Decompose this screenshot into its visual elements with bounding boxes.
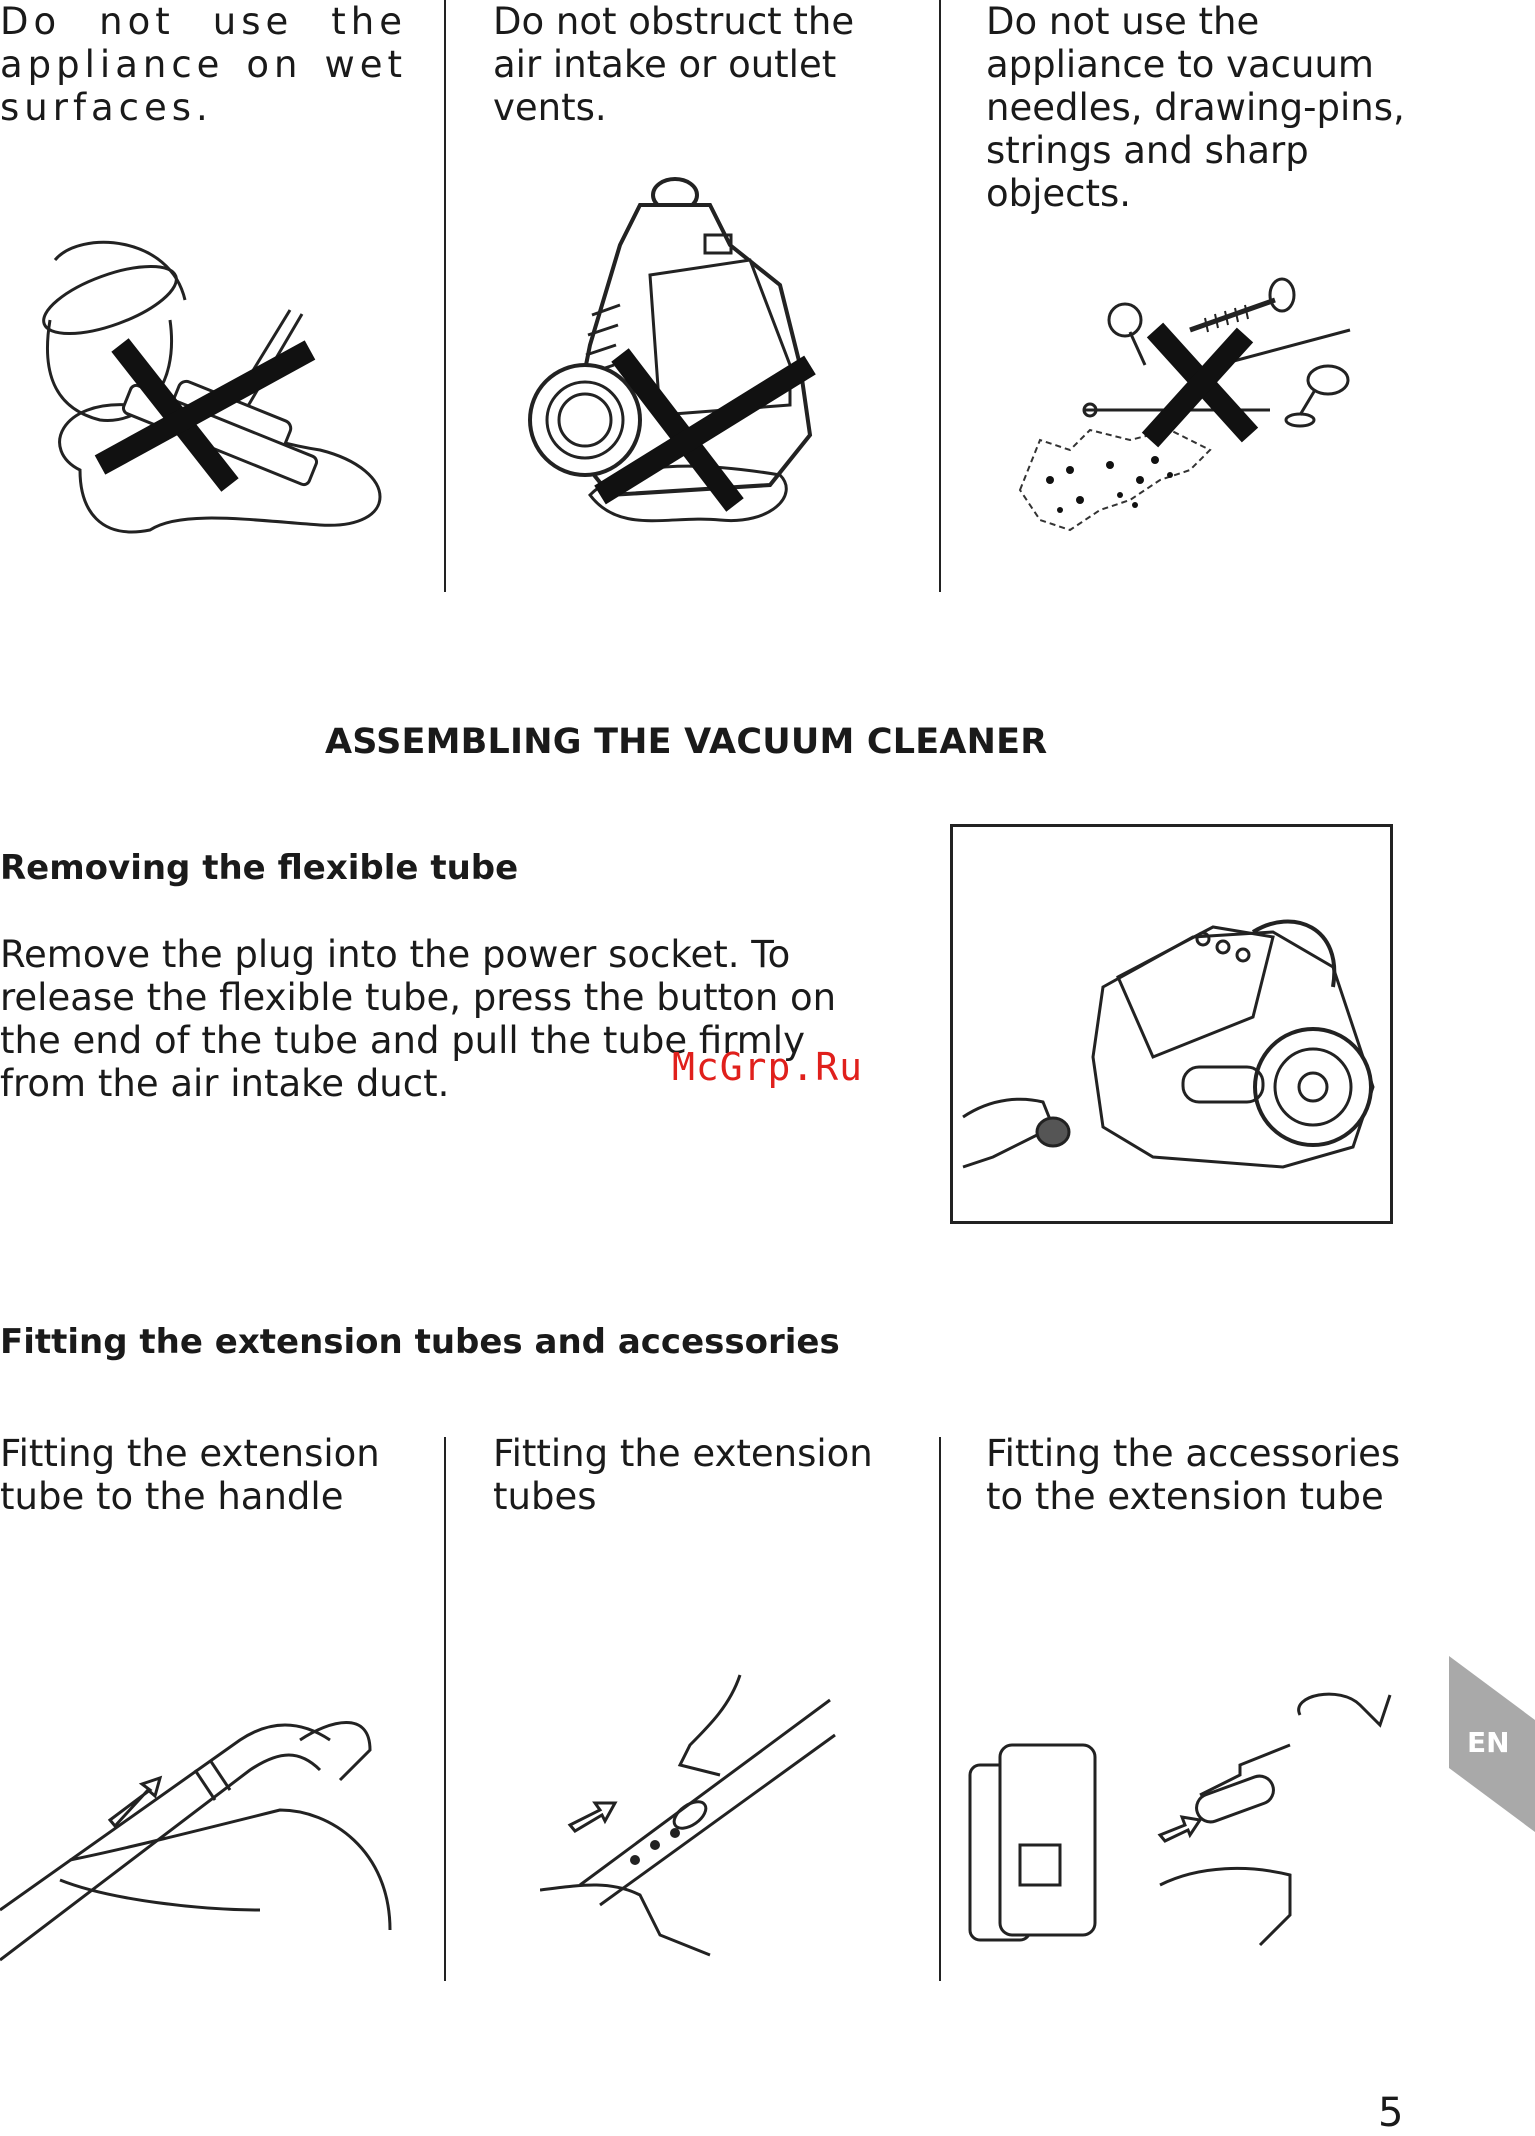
page-number: 5: [1378, 2090, 1404, 2136]
fitting-heading: Fitting the extension tubes and accessories: [0, 1322, 840, 1362]
column-divider: [939, 0, 941, 592]
wet-surface-prohibited-icon: [20, 240, 410, 540]
accessories-illustration: [960, 1685, 1400, 1955]
column-divider: [444, 1437, 446, 1981]
warning-text-air-vents: Do not obstruct the air intake or outlet vents.: [493, 0, 855, 129]
warning-text-sharp-objects: Do not use the appliance to vacuum needles, drawing-pins, strings and sharp objects.: [986, 0, 1405, 215]
column-divider: [444, 0, 446, 592]
blocked-vents-prohibited-icon: [520, 165, 820, 535]
language-tab-label: EN: [1467, 1726, 1510, 1759]
removing-heading: Removing the flexible tube: [0, 848, 519, 888]
removing-body: Remove the plug into the power socket. To release the flexible tube, press the button on the end of the tube and pull the tube firmly from the air intake duct.: [0, 933, 837, 1105]
extension-tubes-illustration: [540, 1665, 840, 1965]
sharp-objects-prohibited-icon: [1010, 270, 1370, 540]
watermark: McGrp.Ru: [672, 1045, 864, 1089]
language-tab: [1449, 1656, 1535, 1832]
column-divider: [939, 1437, 941, 1981]
step-label-tube-to-handle: Fitting the extension tube to the handle: [0, 1432, 380, 1518]
section-title: ASSEMBLING THE VACUUM CLEANER: [325, 722, 1048, 762]
tube-to-handle-illustration: [0, 1700, 410, 1970]
warning-text-wet-surfaces: Do not use the appliance on wet surfaces.: [0, 0, 407, 129]
step-label-extension-tubes: Fitting the extension tubes: [493, 1432, 873, 1518]
step-label-accessories: Fitting the accessories to the extension tube: [986, 1432, 1401, 1518]
vacuum-remove-tube-illustration: [950, 824, 1393, 1224]
